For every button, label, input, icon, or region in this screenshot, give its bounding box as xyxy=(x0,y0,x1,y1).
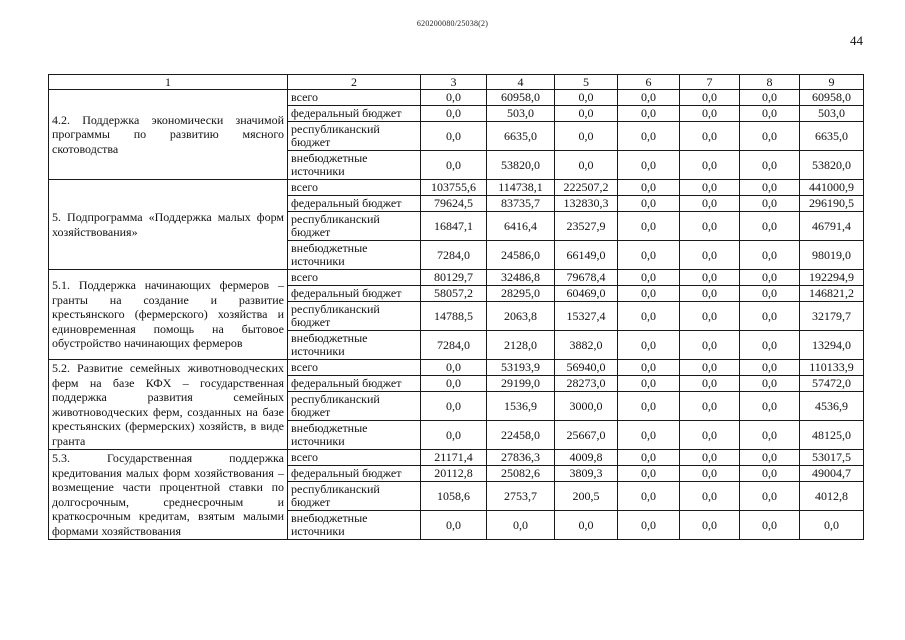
amount-cell: 0,0 xyxy=(618,106,680,122)
total-cell: 32179,7 xyxy=(800,302,864,331)
amount-cell: 0,0 xyxy=(740,421,800,450)
amount-cell: 0,0 xyxy=(421,392,487,421)
total-cell: 4536,9 xyxy=(800,392,864,421)
amount-cell: 0,0 xyxy=(740,180,800,196)
amount-cell: 0,0 xyxy=(740,392,800,421)
table-row xyxy=(49,450,864,466)
funding-source: федеральный бюджет xyxy=(288,376,421,392)
amount-cell: 0,0 xyxy=(740,212,800,241)
total-cell: 53820,0 xyxy=(800,151,864,180)
amount-cell: 23527,9 xyxy=(555,212,618,241)
amount-cell: 60469,0 xyxy=(555,286,618,302)
page-number: 44 xyxy=(850,33,863,48)
column-header: 7 xyxy=(680,75,740,90)
amount-cell: 7284,0 xyxy=(421,331,487,360)
amount-cell: 0,0 xyxy=(680,376,740,392)
table-row xyxy=(49,180,864,196)
total-cell: 60958,0 xyxy=(800,90,864,106)
amount-cell: 222507,2 xyxy=(555,180,618,196)
amount-cell: 0,0 xyxy=(618,212,680,241)
amount-cell: 53193,9 xyxy=(487,360,555,376)
funding-source: всего xyxy=(288,360,421,376)
amount-cell: 0,0 xyxy=(680,392,740,421)
total-cell: 296190,5 xyxy=(800,196,864,212)
amount-cell: 0,0 xyxy=(740,331,800,360)
amount-cell: 83735,7 xyxy=(487,196,555,212)
amount-cell: 0,0 xyxy=(421,511,487,540)
amount-cell: 0,0 xyxy=(421,151,487,180)
amount-cell: 6635,0 xyxy=(487,122,555,151)
amount-cell: 0,0 xyxy=(618,302,680,331)
total-cell: 98019,0 xyxy=(800,241,864,270)
column-header: 4 xyxy=(487,75,555,90)
amount-cell: 0,0 xyxy=(421,106,487,122)
column-header: 3 xyxy=(421,75,487,90)
amount-cell: 0,0 xyxy=(740,106,800,122)
amount-cell: 60958,0 xyxy=(487,90,555,106)
amount-cell: 0,0 xyxy=(680,331,740,360)
program-title: 5.2. Развитие семейных животноводческих ферм на базе КФХ – государственная поддержка развития семейных животноводческих ферм, созданных на базе крестьянских (фермерских) хозяйств, в виде гранта xyxy=(49,360,288,450)
funding-source: всего xyxy=(288,450,421,466)
amount-cell: 0,0 xyxy=(680,106,740,122)
amount-cell: 56940,0 xyxy=(555,360,618,376)
funding-source: внебюджетные источники xyxy=(288,421,421,450)
amount-cell: 0,0 xyxy=(487,511,555,540)
amount-cell: 0,0 xyxy=(421,421,487,450)
amount-cell: 2128,0 xyxy=(487,331,555,360)
amount-cell: 0,0 xyxy=(618,376,680,392)
amount-cell: 0,0 xyxy=(421,360,487,376)
amount-cell: 2063,8 xyxy=(487,302,555,331)
funding-source: внебюджетные источники xyxy=(288,331,421,360)
amount-cell: 0,0 xyxy=(680,286,740,302)
amount-cell: 0,0 xyxy=(680,90,740,106)
amount-cell: 28273,0 xyxy=(555,376,618,392)
total-cell: 0,0 xyxy=(800,511,864,540)
amount-cell: 79678,4 xyxy=(555,270,618,286)
amount-cell: 0,0 xyxy=(680,180,740,196)
amount-cell: 21171,4 xyxy=(421,450,487,466)
funding-source: федеральный бюджет xyxy=(288,466,421,482)
amount-cell: 15327,4 xyxy=(555,302,618,331)
amount-cell: 0,0 xyxy=(740,482,800,511)
amount-cell: 0,0 xyxy=(680,270,740,286)
amount-cell: 103755,6 xyxy=(421,180,487,196)
amount-cell: 79624,5 xyxy=(421,196,487,212)
amount-cell: 0,0 xyxy=(740,511,800,540)
total-cell: 49004,7 xyxy=(800,466,864,482)
amount-cell: 0,0 xyxy=(680,466,740,482)
total-cell: 46791,4 xyxy=(800,212,864,241)
amount-cell: 0,0 xyxy=(740,122,800,151)
amount-cell: 503,0 xyxy=(487,106,555,122)
amount-cell: 0,0 xyxy=(618,482,680,511)
total-cell: 503,0 xyxy=(800,106,864,122)
amount-cell: 6416,4 xyxy=(487,212,555,241)
amount-cell: 3000,0 xyxy=(555,392,618,421)
column-header: 6 xyxy=(618,75,680,90)
amount-cell: 80129,7 xyxy=(421,270,487,286)
funding-source: внебюджетные источники xyxy=(288,511,421,540)
amount-cell: 0,0 xyxy=(680,450,740,466)
amount-cell: 0,0 xyxy=(555,90,618,106)
amount-cell: 0,0 xyxy=(618,331,680,360)
amount-cell: 53820,0 xyxy=(487,151,555,180)
amount-cell: 24586,0 xyxy=(487,241,555,270)
amount-cell: 0,0 xyxy=(680,241,740,270)
amount-cell: 0,0 xyxy=(740,90,800,106)
amount-cell: 0,0 xyxy=(680,302,740,331)
amount-cell: 0,0 xyxy=(740,360,800,376)
funding-source: республиканский бюджет xyxy=(288,482,421,511)
column-header: 8 xyxy=(740,75,800,90)
funding-source: федеральный бюджет xyxy=(288,106,421,122)
funding-source: республиканский бюджет xyxy=(288,302,421,331)
amount-cell: 0,0 xyxy=(740,241,800,270)
header-row xyxy=(49,75,864,90)
total-cell: 4012,8 xyxy=(800,482,864,511)
amount-cell: 22458,0 xyxy=(487,421,555,450)
amount-cell: 0,0 xyxy=(680,511,740,540)
amount-cell: 0,0 xyxy=(555,151,618,180)
program-title: 4.2. Поддержка экономически значимой программы по развитию мясного скотоводства xyxy=(49,90,288,180)
funding-source: всего xyxy=(288,180,421,196)
amount-cell: 2753,7 xyxy=(487,482,555,511)
amount-cell: 0,0 xyxy=(680,196,740,212)
amount-cell: 0,0 xyxy=(680,421,740,450)
amount-cell: 0,0 xyxy=(740,376,800,392)
amount-cell: 25082,6 xyxy=(487,466,555,482)
amount-cell: 0,0 xyxy=(740,302,800,331)
amount-cell: 0,0 xyxy=(740,466,800,482)
amount-cell: 114738,1 xyxy=(487,180,555,196)
funding-source: республиканский бюджет xyxy=(288,392,421,421)
amount-cell: 0,0 xyxy=(618,180,680,196)
total-cell: 53017,5 xyxy=(800,450,864,466)
amount-cell: 0,0 xyxy=(555,106,618,122)
table-row xyxy=(49,270,864,286)
column-header: 5 xyxy=(555,75,618,90)
amount-cell: 3809,3 xyxy=(555,466,618,482)
funding-source: всего xyxy=(288,270,421,286)
amount-cell: 0,0 xyxy=(740,196,800,212)
table-row xyxy=(49,360,864,376)
funding-source: внебюджетные источники xyxy=(288,151,421,180)
program-title: 5.3. Государственная поддержка кредитования малых форм хозяйствования – возмещение части процентной ставки по долгосрочным, среднесрочным и краткосрочным кредитам, взятым малыми формами хозяйствования xyxy=(49,450,288,540)
column-header: 9 xyxy=(800,75,864,90)
amount-cell: 16847,1 xyxy=(421,212,487,241)
amount-cell: 4009,8 xyxy=(555,450,618,466)
amount-cell: 0,0 xyxy=(680,482,740,511)
total-cell: 146821,2 xyxy=(800,286,864,302)
amount-cell: 58057,2 xyxy=(421,286,487,302)
amount-cell: 0,0 xyxy=(740,270,800,286)
column-header: 1 xyxy=(49,75,288,90)
total-cell: 13294,0 xyxy=(800,331,864,360)
funding-source: внебюджетные источники xyxy=(288,241,421,270)
total-cell: 6635,0 xyxy=(800,122,864,151)
amount-cell: 0,0 xyxy=(618,360,680,376)
amount-cell: 0,0 xyxy=(421,122,487,151)
amount-cell: 66149,0 xyxy=(555,241,618,270)
total-cell: 48125,0 xyxy=(800,421,864,450)
amount-cell: 0,0 xyxy=(740,151,800,180)
program-title: 5.1. Поддержка начинающих фермеров – гранты на создание и развитие крестьянского (фермерского) хозяйства и единовременная помощь на бытовое обустройство начинающих фермеров xyxy=(49,270,288,360)
amount-cell: 0,0 xyxy=(618,392,680,421)
amount-cell: 0,0 xyxy=(618,450,680,466)
funding-source: республиканский бюджет xyxy=(288,122,421,151)
amount-cell: 0,0 xyxy=(618,511,680,540)
funding-source: федеральный бюджет xyxy=(288,286,421,302)
funding-table xyxy=(48,74,864,540)
amount-cell: 27836,3 xyxy=(487,450,555,466)
amount-cell: 20112,8 xyxy=(421,466,487,482)
amount-cell: 1536,9 xyxy=(487,392,555,421)
amount-cell: 0,0 xyxy=(680,360,740,376)
total-cell: 110133,9 xyxy=(800,360,864,376)
total-cell: 57472,0 xyxy=(800,376,864,392)
amount-cell: 32486,8 xyxy=(487,270,555,286)
funding-source: всего xyxy=(288,90,421,106)
amount-cell: 0,0 xyxy=(740,450,800,466)
amount-cell: 0,0 xyxy=(618,151,680,180)
amount-cell: 0,0 xyxy=(555,122,618,151)
table-body xyxy=(49,90,864,540)
amount-cell: 132830,3 xyxy=(555,196,618,212)
amount-cell: 25667,0 xyxy=(555,421,618,450)
amount-cell: 0,0 xyxy=(618,270,680,286)
amount-cell: 0,0 xyxy=(618,122,680,151)
amount-cell: 200,5 xyxy=(555,482,618,511)
total-cell: 441000,9 xyxy=(800,180,864,196)
amount-cell: 3882,0 xyxy=(555,331,618,360)
amount-cell: 0,0 xyxy=(421,376,487,392)
amount-cell: 0,0 xyxy=(618,196,680,212)
amount-cell: 0,0 xyxy=(421,90,487,106)
amount-cell: 1058,6 xyxy=(421,482,487,511)
amount-cell: 28295,0 xyxy=(487,286,555,302)
amount-cell: 0,0 xyxy=(680,212,740,241)
table-row xyxy=(49,90,864,106)
document-code: 620200080/25038(2) xyxy=(416,19,489,28)
amount-cell: 0,0 xyxy=(618,421,680,450)
amount-cell: 14788,5 xyxy=(421,302,487,331)
amount-cell: 0,0 xyxy=(618,466,680,482)
amount-cell: 0,0 xyxy=(618,286,680,302)
column-header: 2 xyxy=(288,75,421,90)
amount-cell: 0,0 xyxy=(555,511,618,540)
program-title: 5. Подпрограмма «Поддержка малых форм хозяйствования» xyxy=(49,180,288,270)
amount-cell: 0,0 xyxy=(680,151,740,180)
amount-cell: 7284,0 xyxy=(421,241,487,270)
funding-source: федеральный бюджет xyxy=(288,196,421,212)
amount-cell: 0,0 xyxy=(618,90,680,106)
amount-cell: 29199,0 xyxy=(487,376,555,392)
amount-cell: 0,0 xyxy=(618,241,680,270)
total-cell: 192294,9 xyxy=(800,270,864,286)
amount-cell: 0,0 xyxy=(680,122,740,151)
funding-source: республиканский бюджет xyxy=(288,212,421,241)
amount-cell: 0,0 xyxy=(740,286,800,302)
